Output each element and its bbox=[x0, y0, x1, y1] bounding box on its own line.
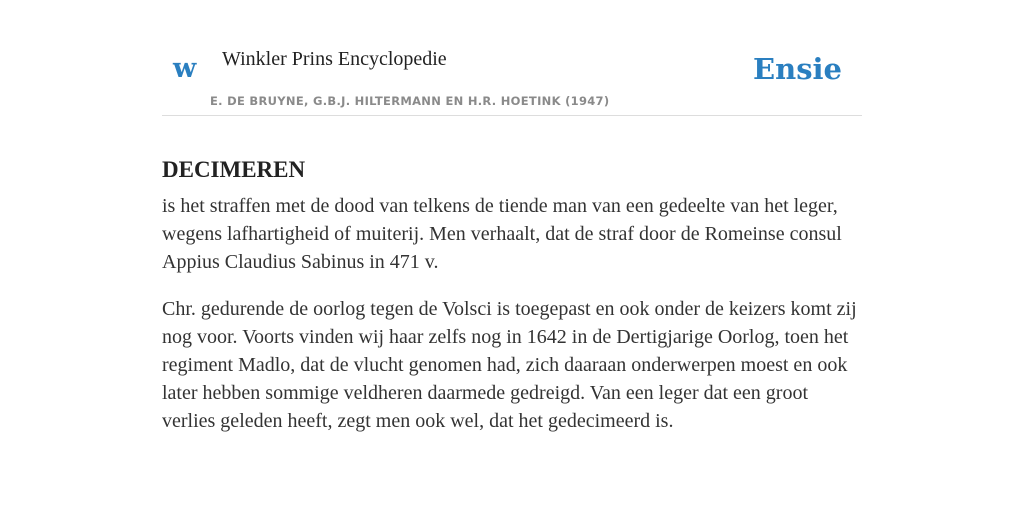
article-term: DECIMEREN bbox=[162, 157, 306, 183]
ensie-logo[interactable]: Ensie bbox=[753, 52, 842, 86]
source-header bbox=[162, 0, 862, 116]
winkler-prins-logo[interactable]: w bbox=[173, 53, 197, 84]
article-paragraph: Chr. gedurende de oorlog tegen de Volsci is toegepast en ook onder de keizers komt zij nog voor. Voorts vinden wij haar zelfs nog in 1642 in de Dertigjarige Oorlog, toen het regiment Madlo, dat de vlucht genomen had, zich daaraan onderwerpen moest en ook later hebben sommige veldheren daarmede gedreigd. Van een leger dat een groot verlies geleden heeft, zegt men ook wel, dat het gedecimeerd is. bbox=[162, 298, 857, 432]
article-paragraph: is het straffen met de dood van telkens de tiende man van een gedeelte van het leger, wegens lafhartigheid of muiterij. Men verhaalt, dat de straf door de Romeinse consul Appius Claudius Sabinus in 471 v. bbox=[162, 195, 842, 273]
source-authors: E. DE BRUYNE, G.B.J. HILTERMANN EN H.R. HOETINK (1947) bbox=[210, 94, 610, 108]
source-title[interactable]: Winkler Prins Encyclopedie bbox=[222, 48, 447, 70]
page bbox=[162, 0, 862, 512]
